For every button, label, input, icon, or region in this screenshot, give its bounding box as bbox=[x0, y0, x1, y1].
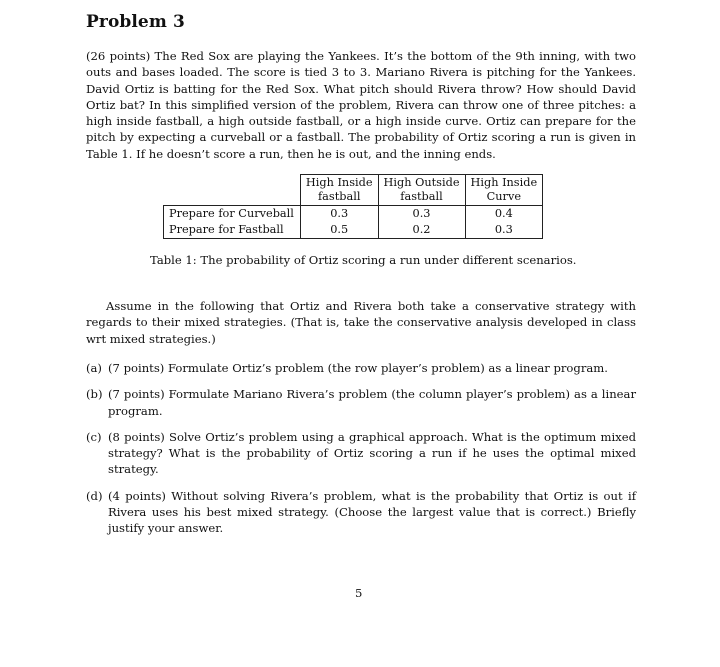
question-text: (4 points) Without solving Rivera’s problem, what is the probability that Ortiz is out if Rivera uses his best mixed strategy. (Choose the largest value that is correct.) Briefly justify your answer. bbox=[108, 488, 636, 536]
table-cell: 0.3 bbox=[378, 206, 465, 223]
problem-intro: (26 points) The Red Sox are playing the Yankees. It’s the bottom of the 9th inning, with two outs and bases loaded. The score is tied 3 to 3. Mariano Rivera is pitching for the Yankees. David Ortiz is batting for the Red Sox. What pitch should Rivera throw? How should David Ortiz bat? In this simplified version of the problem, Rivera can throw one of three pitches: a high inside fastball, a high outside fastball, or a high inside curve. Ortiz can prepare for the pitch by expecting a curveball or a fastball. The probability of Ortiz scoring a run is given in Table 1. If he doesn’t score a run, then he is out, and the inning ends. bbox=[86, 49, 636, 161]
column-header: High Inside Curve bbox=[465, 175, 543, 206]
page-number: 5 bbox=[355, 586, 363, 600]
table-corner bbox=[164, 175, 301, 206]
question-item bbox=[86, 386, 636, 419]
column-header: High Inside fastball bbox=[300, 175, 378, 206]
table-row bbox=[164, 222, 543, 239]
question-text: (7 points) Formulate Mariano Rivera’s problem (the column player’s problem) as a linear program. bbox=[108, 387, 636, 418]
row-label: Prepare for Fastball bbox=[164, 222, 301, 239]
table-cell: 0.2 bbox=[378, 222, 465, 239]
question-item bbox=[86, 488, 636, 537]
question-label: (d) bbox=[86, 488, 103, 503]
row-label: Prepare for Curveball bbox=[164, 206, 301, 223]
table-caption: Table 1: The probability of Ortiz scoring a run under different scenarios. bbox=[150, 253, 577, 267]
column-header: High Outside fastball bbox=[378, 175, 465, 206]
question-text: (8 points) Solve Ortiz’s problem using a graphical approach. What is the optimum mixed strategy? What is the probability of Ortiz scoring a run if he uses the optimal mixed strategy. bbox=[108, 429, 636, 477]
question-label: (b) bbox=[86, 387, 103, 402]
question-item bbox=[86, 360, 636, 376]
table-row bbox=[164, 206, 543, 223]
assumption-paragraph: Assume in the following that Ortiz and Rivera both take a conservative strategy with regards to their mixed strategies. (That is, take the conservative analysis developed in class wrt mixed strategies.) bbox=[86, 299, 636, 346]
problem-heading: Problem 3 bbox=[86, 12, 185, 32]
question-list bbox=[86, 360, 636, 547]
table-cell: 0.3 bbox=[465, 222, 543, 239]
question-text: (7 points) Formulate Ortiz’s problem (the row player’s problem) as a linear program. bbox=[108, 361, 608, 375]
question-label: (a) bbox=[86, 361, 102, 375]
question-label: (c) bbox=[86, 429, 102, 444]
probability-table bbox=[163, 174, 543, 239]
table-cell: 0.5 bbox=[300, 222, 378, 239]
table-cell: 0.4 bbox=[465, 206, 543, 223]
table-cell: 0.3 bbox=[300, 206, 378, 223]
question-item bbox=[86, 429, 636, 478]
